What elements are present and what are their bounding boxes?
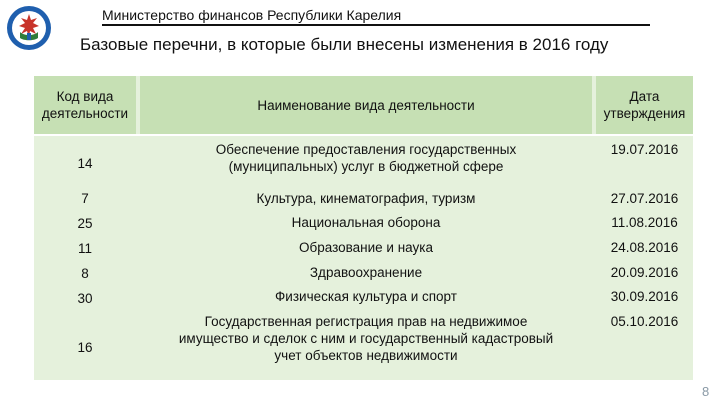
karelia-emblem-icon	[6, 5, 52, 51]
row-2-date: 27.07.2016	[610, 191, 679, 206]
row-4-date: 24.08.2016	[610, 240, 679, 255]
column-header-date	[596, 76, 693, 134]
page-title: Базовые перечни, в которые были внесены изменения в 2016 году	[80, 35, 609, 54]
row-3-code: 25	[77, 216, 93, 231]
changes-table	[34, 76, 693, 380]
row-6-code: 30	[77, 291, 93, 306]
row-7-name-line3: учет объектов недвижимости	[274, 348, 458, 363]
row-6-name: Физическая культура и спорт	[275, 289, 457, 304]
row-4-code: 11	[77, 241, 92, 256]
row-5-name: Здравоохранение	[309, 265, 423, 280]
row-7-code: 16	[77, 340, 93, 355]
column-header-code	[34, 76, 136, 134]
row-6-date: 30.09.2016	[610, 289, 679, 304]
header-divider	[34, 134, 693, 136]
row-2-name: Культура, кинематография, туризм	[256, 191, 476, 206]
row-1-date: 19.07.2016	[610, 142, 679, 157]
row-5-date: 20.09.2016	[610, 265, 679, 280]
row-2-code: 7	[81, 191, 89, 206]
row-1-name	[140, 141, 592, 175]
row-4-name: Образование и наука	[299, 240, 433, 255]
row-1-code: 14	[77, 156, 93, 171]
page-number: 8	[702, 384, 710, 399]
row-5-code: 8	[81, 266, 89, 281]
row-1-name-line1: Обеспечение предоставления государственных	[215, 142, 517, 157]
row-7-date: 05.10.2016	[610, 314, 679, 329]
row-1-name-line2: (муниципальных) услуг в бюджетной сфере	[228, 159, 504, 174]
row-7-name-line2: имущество и сделок с ним и государственный кадастровый	[178, 331, 554, 346]
row-3-name: Национальная оборона	[291, 215, 441, 230]
row-7-name-line1: Государственная регистрация прав на недвижимое	[204, 314, 528, 329]
row-7-name	[140, 313, 592, 364]
column-header-date-line2: утверждения	[603, 106, 686, 121]
ministry-name: Министерство финансов Республики Карелия	[102, 6, 650, 26]
column-header-date-line1: Дата	[629, 89, 660, 104]
column-header-code-line1: Код вида	[56, 89, 114, 104]
column-header-name	[140, 76, 592, 134]
column-header-name-label: Наименование вида деятельности	[257, 97, 475, 113]
row-3-date: 11.08.2016	[611, 215, 678, 230]
column-header-code-line2: деятельности	[41, 106, 129, 121]
